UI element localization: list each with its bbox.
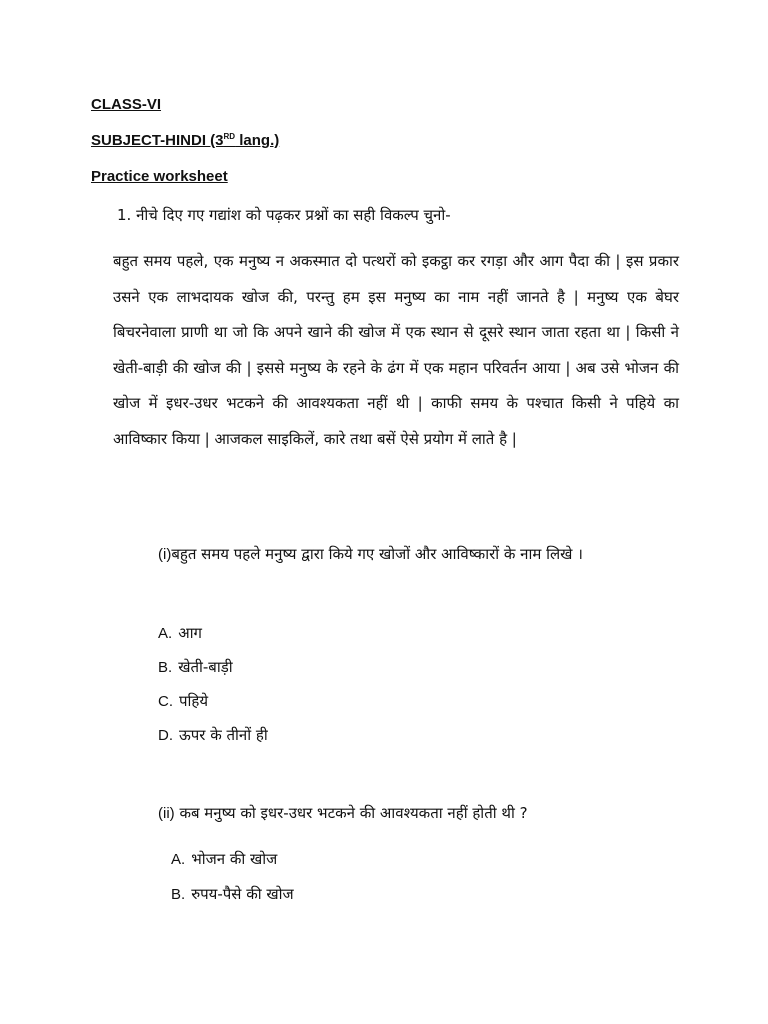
- option-label: D.: [158, 727, 173, 744]
- class-heading: CLASS-VI: [91, 96, 162, 113]
- question-1-text: नीचे दिए गए गद्यांश को पढ़कर प्रश्नों का सही विकल्प चुनो-: [136, 206, 451, 224]
- option-text: ऊपर के तीनों ही: [179, 726, 268, 744]
- option-text: रुपय-पैसे की खोज: [191, 885, 294, 903]
- option-label: C.: [158, 693, 173, 710]
- option-label: B.: [158, 659, 173, 676]
- option-label: B.: [171, 886, 186, 903]
- sub-question-2: [158, 803, 528, 823]
- subject-heading: [91, 132, 279, 149]
- option-1c: [158, 691, 208, 711]
- option-text: आग: [178, 624, 202, 642]
- question-1-instruction: [117, 205, 451, 225]
- option-1d: [158, 725, 268, 745]
- option-text: पहिये: [179, 692, 209, 710]
- sub-question-1-number: (i): [158, 546, 172, 563]
- option-text: भोजन की खोज: [191, 850, 278, 868]
- sub-question-2-number: (ii): [158, 805, 175, 822]
- option-text: खेती-बाड़ी: [178, 658, 233, 676]
- option-label: A.: [171, 851, 186, 868]
- sub-question-1-text: बहुत समय पहले मनुष्य द्वारा किये गए खोजों और आविष्कारों के नाम लिखे ।: [171, 545, 583, 563]
- subject-suffix: lang.): [235, 132, 280, 149]
- worksheet-title: Practice worksheet: [91, 168, 228, 185]
- option-1a: [158, 623, 202, 643]
- option-1b: [158, 657, 233, 677]
- subject-prefix: SUBJECT-HINDI (3: [91, 132, 224, 149]
- option-2a: [171, 849, 277, 869]
- option-label: A.: [158, 625, 173, 642]
- option-2b: [171, 884, 294, 904]
- subject-superscript: RD: [223, 132, 236, 141]
- question-1-number: 1.: [117, 206, 132, 224]
- passage: बहुत समय पहले, एक मनुष्य न अकस्मात दो पत्थरों को इकट्ठा कर रगड़ा और आग पैदा की | इस प्रकार उसने एक लाभदायक खोज की, परन्तु हम इस मनुष्य का नाम नहीं जानते है | मनुष्य एक बेघर बिचरनेवाला प्राणी था जो कि अपने खाने की खोज में एक स्थान से दूसरे स्थान जाता रहता था | किसी ने खेती-बाड़ी की खोज की | इससे मनुष्य के रहने के ढंग में एक महान परिवर्तन आया | अब उसे भोजन की खोज में इधर-उधर भटकने की आवश्यकता नहीं थी | काफी समय के पश्चात किसी ने पहिये का आविष्कार किया | आजकल साइकिलें, कारे तथा बसें ऐसे प्रयोग में लाते है |: [113, 252, 679, 448]
- sub-question-2-text: कब मनुष्य को इधर-उधर भटकने की आवश्यकता नहीं होती थी ?: [179, 804, 528, 822]
- sub-question-1: [90, 537, 680, 572]
